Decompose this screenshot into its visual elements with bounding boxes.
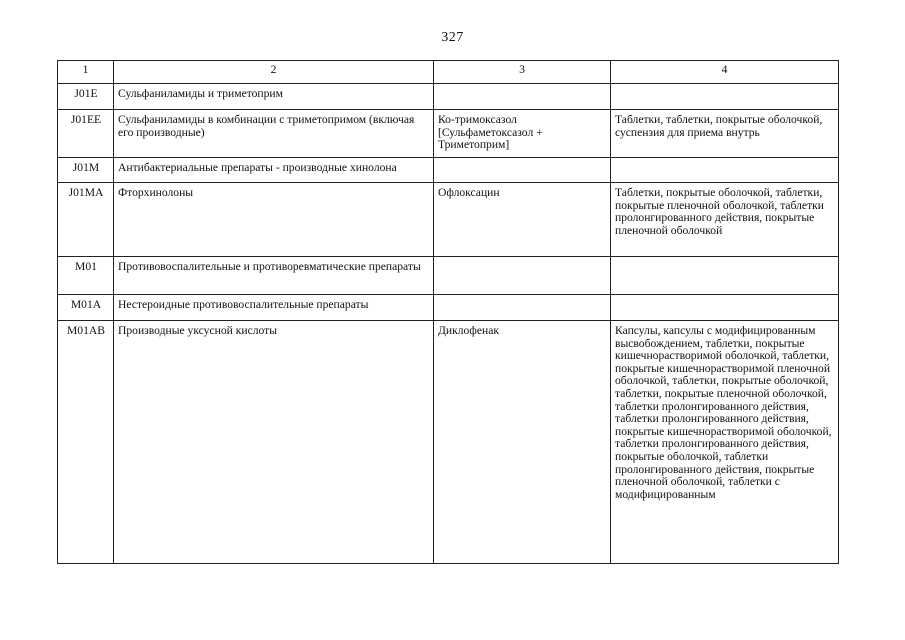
- drug-name-cell: Офлоксацин: [434, 183, 611, 257]
- table-header-row: [58, 61, 839, 84]
- drug-name-cell: [434, 84, 611, 110]
- group-name-cell: Противовоспалительные и противоревматические препараты: [114, 257, 434, 295]
- table-row: [58, 110, 839, 158]
- table-row: [58, 295, 839, 321]
- atc-code-cell: M01AB: [58, 321, 114, 564]
- atc-code-cell: J01MA: [58, 183, 114, 257]
- header-cell: 3: [434, 61, 611, 84]
- atc-code-cell: J01M: [58, 158, 114, 183]
- group-name-cell: Производные уксусной кислоты: [114, 321, 434, 564]
- header-cell: 4: [611, 61, 839, 84]
- page-number: 327: [441, 30, 464, 45]
- drug-name-cell: Ко-тримоксазол [Сульфаметоксазол + Триметоприм]: [434, 110, 611, 158]
- table-row: [58, 84, 839, 110]
- table-row: [58, 158, 839, 183]
- atc-code-cell: J01EE: [58, 110, 114, 158]
- header-cell: 2: [114, 61, 434, 84]
- group-name-cell: Сульфаниламиды в комбинации с триметопримом (включая его производные): [114, 110, 434, 158]
- dosage-forms-cell: [611, 84, 839, 110]
- drug-name-cell: [434, 257, 611, 295]
- drug-registry-table: [57, 60, 839, 564]
- group-name-cell: Фторхинолоны: [114, 183, 434, 257]
- atc-code-cell: M01: [58, 257, 114, 295]
- dosage-forms-cell: Капсулы, капсулы с модифицированным высвобождением, таблетки, покрытые кишечнорастворимой оболочкой, таблетки, покрытые кишечнорастворимой пленочной оболочкой, таблетки, покрытые оболочкой, таблетки, покрытые пленочной оболочкой, таблетки пролонгированного действия, таблетки пролонгированного действия, покрытые кишечнорастворимой оболочкой, таблетки пролонгированного действия, покрытые оболочкой, таблетки пролонгированного действия, покрытые пленочной оболочкой, таблетки с модифицированным: [611, 321, 839, 564]
- group-name-cell: Антибактериальные препараты - производные хинолона: [114, 158, 434, 183]
- table-row: [58, 257, 839, 295]
- dosage-forms-cell: [611, 257, 839, 295]
- atc-code-cell: J01E: [58, 84, 114, 110]
- dosage-forms-cell: Таблетки, покрытые оболочкой, таблетки, покрытые пленочной оболочкой, таблетки пролонгированного действия, покрытые пленочной оболочкой: [611, 183, 839, 257]
- group-name-cell: Нестероидные противовоспалительные препараты: [114, 295, 434, 321]
- drug-name-cell: [434, 295, 611, 321]
- dosage-forms-cell: [611, 158, 839, 183]
- group-name-cell: Сульфаниламиды и триметоприм: [114, 84, 434, 110]
- drug-name-cell: Диклофенак: [434, 321, 611, 564]
- dosage-forms-cell: Таблетки, таблетки, покрытые оболочкой, суспензия для приема внутрь: [611, 110, 839, 158]
- drug-name-cell: [434, 158, 611, 183]
- table-row: [58, 183, 839, 257]
- table-row: [58, 321, 839, 564]
- header-cell: 1: [58, 61, 114, 84]
- atc-code-cell: M01A: [58, 295, 114, 321]
- dosage-forms-cell: [611, 295, 839, 321]
